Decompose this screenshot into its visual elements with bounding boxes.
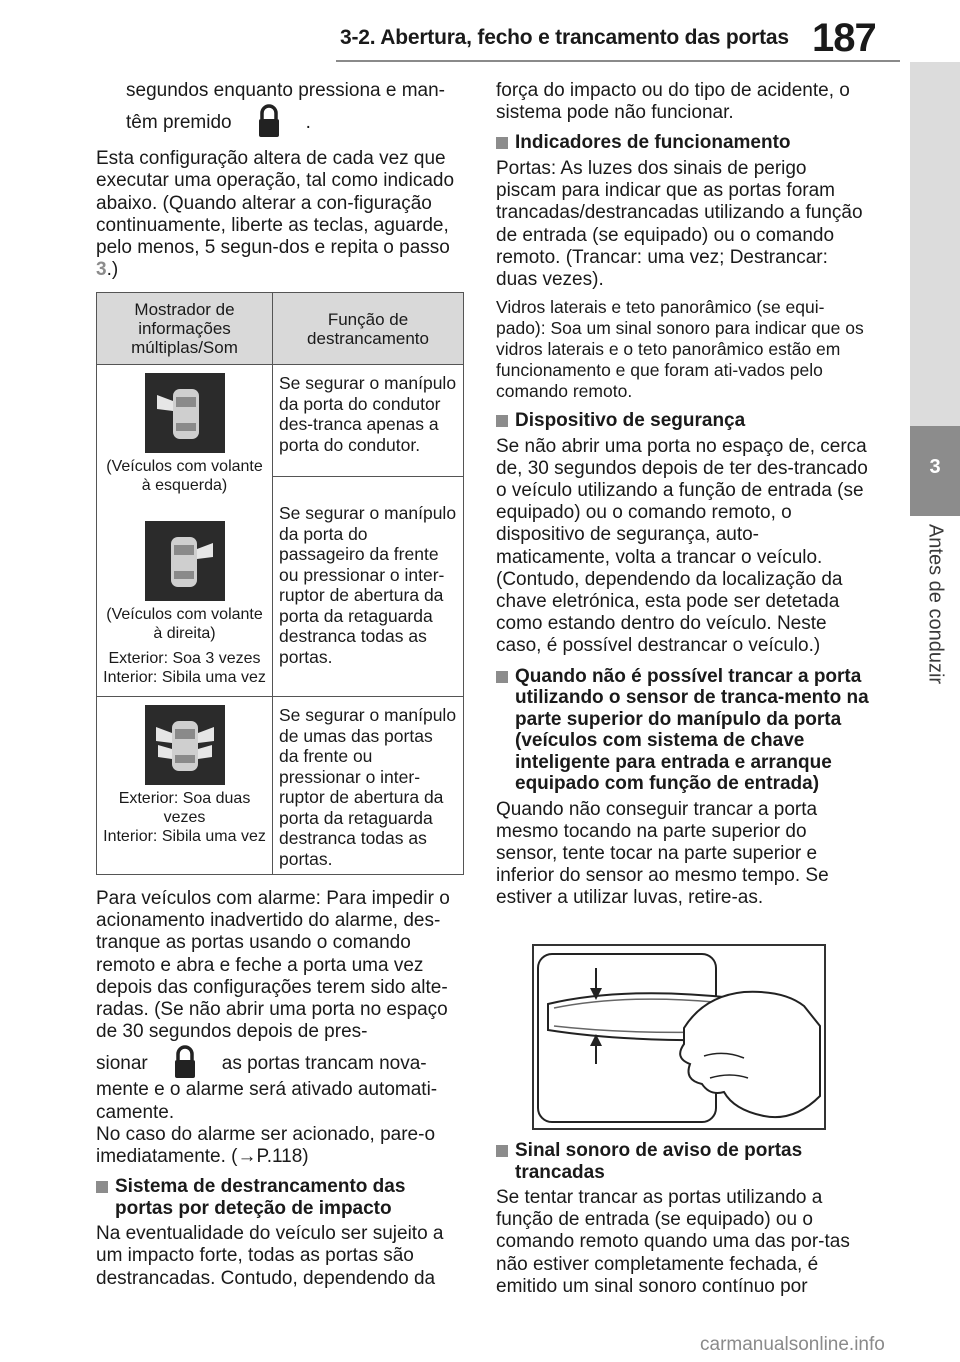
bullet-square — [496, 137, 508, 149]
sound-exterior-2x: Exterior: Soa duas vezes — [118, 790, 251, 826]
windows-paragraph: Vidros laterais e teto panorâmico (se equi-pado): Soa um sinal sonoro para indicar que os vidros laterais e o teto panorâmico estão em funcionamento e que foram ati-vados pelo comando remoto. — [496, 297, 864, 402]
alarm-icon-line — [96, 1045, 468, 1079]
lock-icon — [258, 104, 280, 138]
intro-text: têm premido — [126, 112, 232, 134]
heading-indicators — [496, 132, 870, 154]
alarm-activation: mente e o alarme será ativado automati-camente. — [96, 1079, 438, 1123]
sound-interior-once: Interior: Sibila uma vez — [103, 669, 266, 686]
sensor-paragraph: Quando não conseguir trancar a porta mesmo tocando na parte superior do sensor, tente tocar na parte superior e inferior do sensor ao mesmo tempo. Se estiver a utilizar luvas, retire-as. — [496, 798, 829, 909]
watermark: carmanualsonline.info — [700, 1334, 885, 1355]
bullet-square — [496, 1145, 508, 1157]
left-column-bottom — [96, 888, 468, 1296]
function-passenger-door: Se segurar o manípulo da porta do passageiro da frente ou pressionar o inter-ruptor de abertura da porta da retaguarda destranca todas as portas. — [273, 477, 464, 697]
chapter-label: Antes de conduzir — [924, 523, 947, 685]
table-header-display: Mostrador de informações múltiplas/Som — [97, 293, 273, 365]
hand-on-door-handle-icon — [534, 946, 824, 1128]
sound-interior-once: Interior: Sibila uma vez — [103, 828, 266, 845]
door-handle-illustration — [532, 944, 826, 1130]
intro-end: . — [305, 112, 311, 134]
config-end: .) — [106, 259, 119, 281]
impact-paragraph: Na eventualidade do veículo ser sujeito a um impacto forte, todas as portas são destrancadas. Contudo, dependendo da — [96, 1223, 444, 1289]
alarm-paragraph: Para veículos com alarme: Para impedir o acionamento inadvertido do alarme, des-tranque as portas usando o comando remoto e abra e feche a porta uma vez depois das configurações terem sido alte-radas. (Se não abrir uma porta no espaço de 30 segundos depois de pres- — [96, 888, 450, 1043]
alarm-text-relock: as portas trancam nova- — [221, 1053, 427, 1075]
heading-text: Sinal sonoro de aviso de portas trancadas — [515, 1140, 803, 1183]
bullet-square — [496, 671, 508, 683]
intro-line-1: segundos enquanto pressiona e man- — [126, 80, 446, 101]
heading-text: Quando não é possível trancar a porta utilizando o sensor de tranca-mento na parte superior do manípulo da porta (veículos com sistema de chave inteligente para entrada e arranque equipado com função de entrada) — [515, 665, 869, 795]
indicators-paragraph: Portas: As luzes dos sinais de perigo piscam para indicar que as portas foram trancadas/destrancadas utilizando a função de entrada (se equipado) ou o comando remoto. (Trancar: uma vez; Destrancar: duas vezes). — [496, 157, 863, 290]
table-row — [97, 697, 464, 875]
sound-exterior-3x: Exterior: Soa 3 vezes — [108, 650, 261, 667]
chapter-number: 3 — [929, 456, 941, 478]
heading-text: Dispositivo de segurança — [515, 410, 746, 432]
heading-lock-sensor — [496, 666, 870, 795]
alarm-stop-note: No caso do alarme ser acionado, pare-o imediatamente. (→P.118) — [96, 1123, 436, 1168]
lock-icon — [174, 1045, 196, 1079]
unlock-function-table — [96, 292, 464, 875]
function-driver-door: Se segurar o manípulo da porta do condutor des-tranca apenas a porta do condutor. — [273, 365, 464, 477]
heading-impact-unlock — [96, 1176, 468, 1219]
security-paragraph: Se não abrir uma porta no espaço de, cerca de, 30 segundos depois de ter des-trancado o veículo utilizando a função de entrada (se equipado) ou o comando remoto, o dispositivo de segurança, auto-maticamente, volta a trancar o veículo. (Contudo, dependendo da localização da chave eletrónica, esta pode ser detetada como estando dentro do veículo. Neste caso, é possível destrancar o veículo.) — [496, 435, 868, 657]
table-header-row — [97, 293, 464, 365]
config-text: Esta configuração altera de cada vez que executar uma operação, tal como indicado abaixo. (Quando alterar a con-figuração continuamente, liberte as teclas, aguarde, pelo menos, 5 segun-dos e repita o passo — [96, 148, 455, 259]
section-title: 3-2. Abertura, fecho e trancamento das portas — [340, 26, 789, 49]
header-rule — [336, 60, 900, 62]
car-all-doors-open-icon — [145, 705, 225, 785]
page-number: 187 — [812, 16, 876, 60]
car-driver-door-open-icon — [145, 373, 225, 453]
intro-line-2 — [96, 104, 468, 138]
display-cell-double-beep — [97, 697, 273, 875]
page-header — [0, 0, 960, 70]
table-header-function: Função de destrancamento — [273, 293, 464, 365]
caption-left-hand-drive: (Veículos com volante à esquerda) — [106, 458, 263, 494]
caption-right-hand-drive: (Veículos com volante à direita) — [106, 606, 263, 642]
display-cell-single-beep — [97, 365, 273, 697]
heading-text: Sistema de destrancamento das portas por deteção de impacto — [115, 1176, 406, 1219]
table-row — [97, 365, 464, 477]
impact-continued: força do impacto ou do tipo de acidente, o sistema pode não funcionar. — [496, 80, 850, 124]
alarm-text-press: sionar — [96, 1053, 148, 1075]
bullet-square — [496, 415, 508, 427]
heading-security — [496, 410, 870, 432]
heading-text: Indicadores de funcionamento — [515, 132, 791, 154]
left-column-top — [96, 80, 468, 287]
config-paragraph — [96, 148, 468, 281]
bullet-square — [96, 1181, 108, 1193]
chapter-tab-background — [910, 62, 960, 426]
config-step-number: 3 — [96, 259, 107, 281]
right-column-bottom — [496, 1132, 870, 1304]
function-front-doors: Se segurar o manípulo de umas das portas da frente ou pressionar o inter-ruptor de abertura da porta da retaguarda destranca todas as portas. — [273, 697, 464, 875]
heading-buzzer — [496, 1140, 870, 1183]
buzzer-paragraph: Se tentar trancar as portas utilizando a função de entrada (se equipado) ou o comando remoto quando uma das por-tas não estiver completamente fechada, é emitido um sinal sonoro contínuo por — [496, 1187, 850, 1297]
right-column — [496, 80, 870, 916]
car-passenger-door-open-icon — [145, 521, 225, 601]
